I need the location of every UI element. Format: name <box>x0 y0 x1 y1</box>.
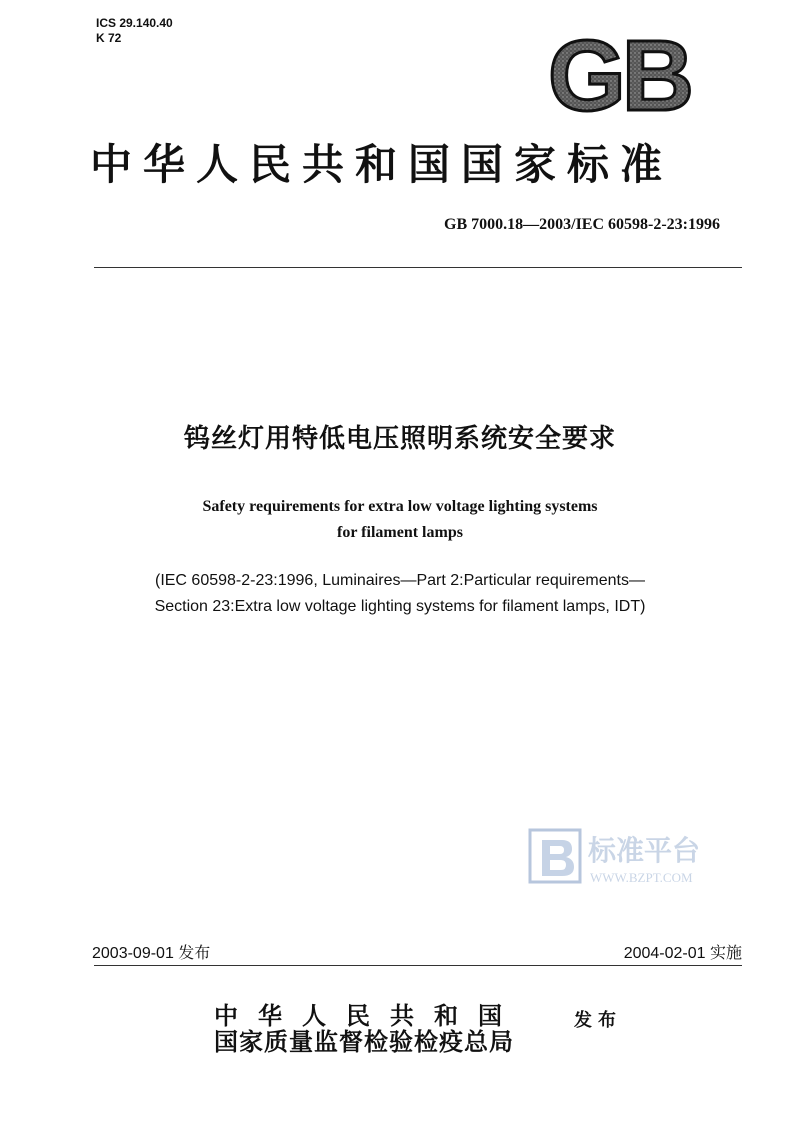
watermark-brand: 标准平台 <box>588 834 701 867</box>
standard-code: GB 7000.18—2003/IEC 60598-2-23:1996 <box>444 216 720 233</box>
issuing-country: 中华人民共和国 <box>214 1002 522 1030</box>
adoption-note <box>0 568 800 620</box>
national-standard-title: 中华人民共和国国家标准 <box>90 140 674 189</box>
gb-logo-text: GB <box>548 28 690 118</box>
watermark-url: WWW.BZPT.COM <box>590 870 693 885</box>
publish-date: 2003-09-01 发布 <box>92 945 211 962</box>
bzpt-logo-icon <box>530 830 580 882</box>
title-en-line-1: Safety requirements for extra low voltage lighting systems <box>202 498 598 515</box>
ccs-code: K 72 <box>96 31 122 45</box>
adoption-line-1: (IEC 60598-2-23:1996, Luminaires—Part 2:Particular requirements— <box>154 572 645 589</box>
header-divider <box>94 267 742 268</box>
issuing-authority: 国家质量监督检验检疫总局 <box>214 1028 514 1056</box>
classification-codes <box>96 16 173 46</box>
title-en-line-2: for filament lamps <box>337 524 463 541</box>
watermark <box>528 826 728 888</box>
gb-logo-icon <box>538 28 700 118</box>
document-title-cn: 钨丝灯用特低电压照明系统安全要求 <box>183 424 616 454</box>
adoption-line-2: Section 23:Extra low voltage lighting systems for filament lamps, IDT) <box>154 598 646 615</box>
footer-divider <box>94 965 742 966</box>
document-title-en <box>0 494 800 546</box>
publish-label: 发布 <box>574 1010 622 1031</box>
ics-code: ICS 29.140.40 <box>96 16 173 30</box>
implement-date: 2004-02-01 实施 <box>623 945 742 962</box>
